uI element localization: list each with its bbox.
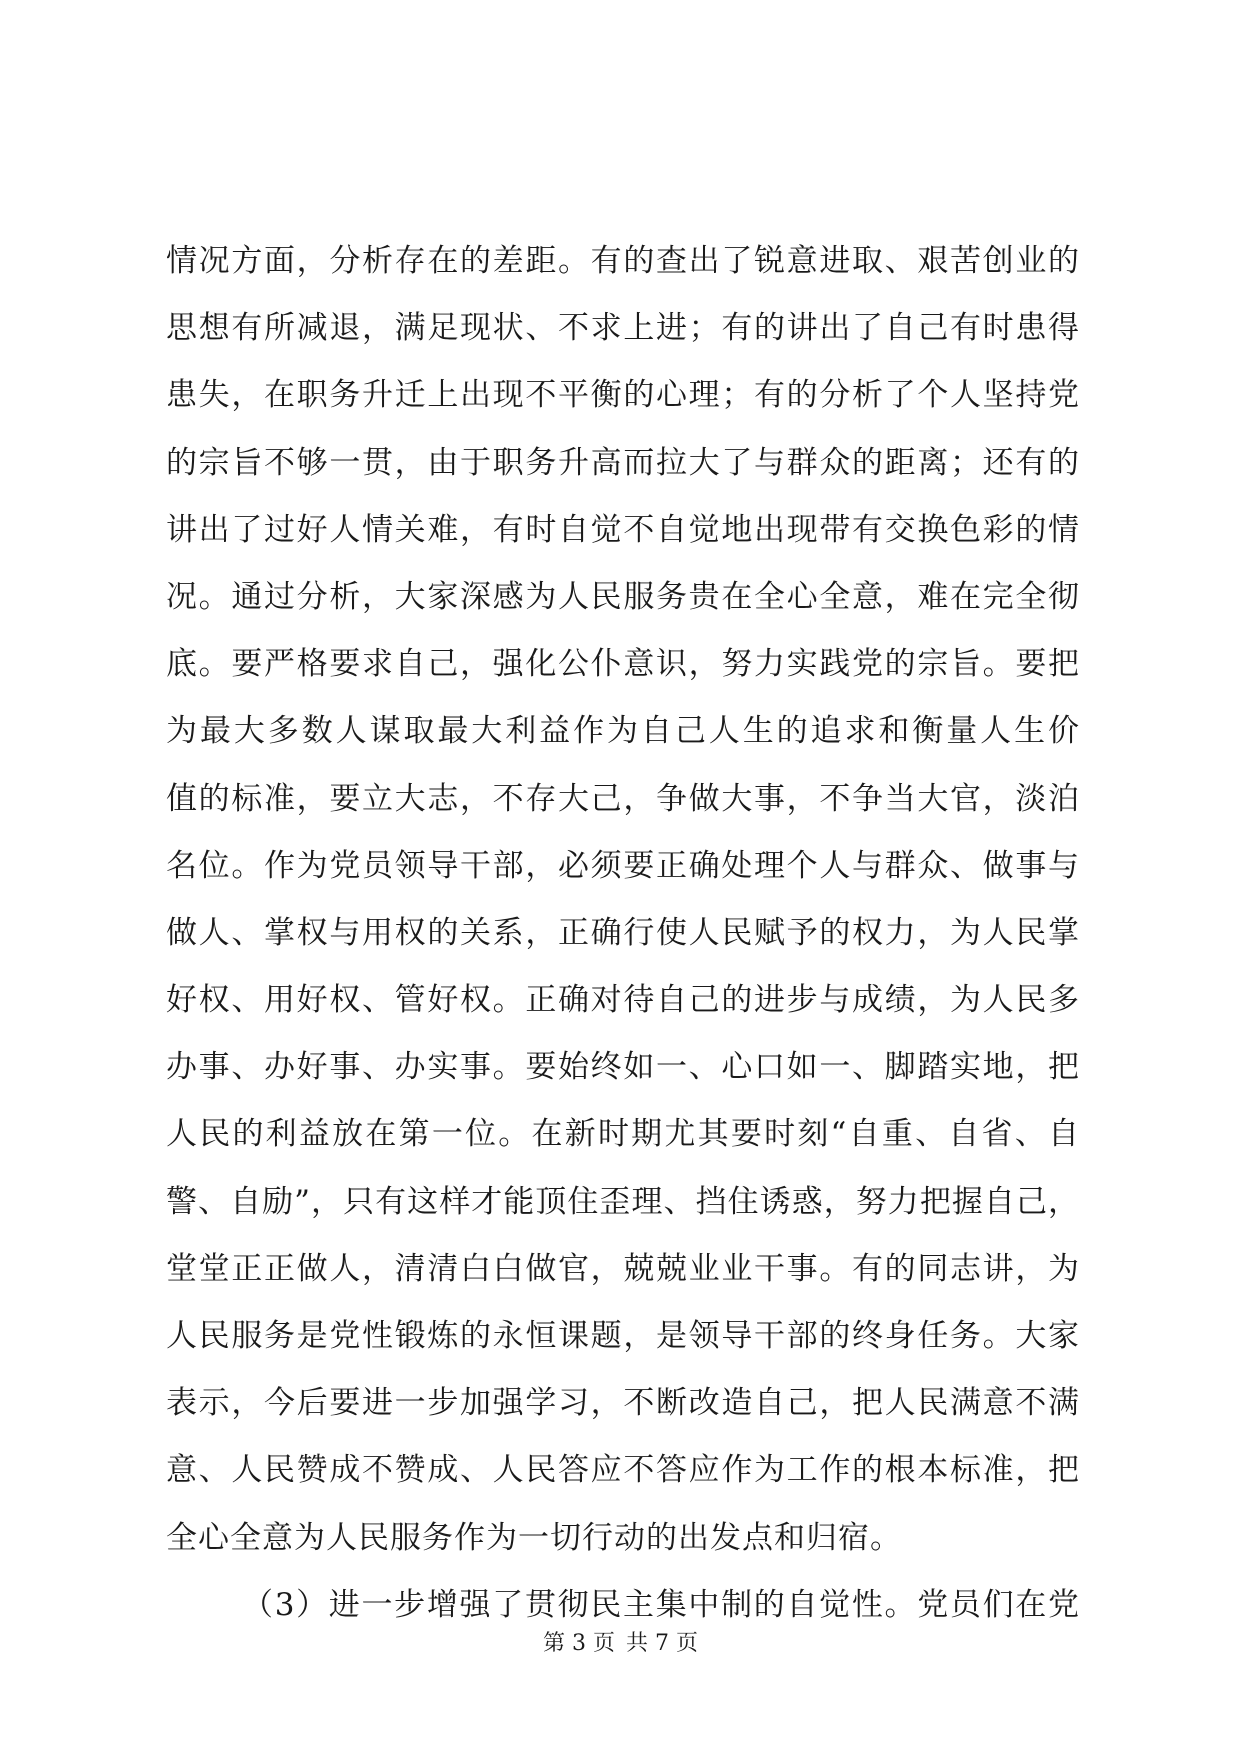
body-line: 人民服务是党性锻炼的永恒课题，是领导干部的终身任务。大家 bbox=[166, 1318, 1080, 1354]
body-line: 值的标准，要立大志，不存大己，争做大事，不争当大官，淡泊 bbox=[166, 780, 1080, 817]
body-line: 讲出了过好人情关难，有时自觉不自觉地出现带有交换色彩的情 bbox=[166, 511, 1080, 548]
paragraph-last-line: 全心全意为人民服务作为一切行动的出发点和归宿。 bbox=[166, 1519, 902, 1556]
body-line: 的宗旨不够一贯，由于职务升高而拉大了与群众的距离；还有的 bbox=[166, 444, 1080, 481]
page-number: 第 3 页 bbox=[543, 1631, 615, 1656]
page-footer bbox=[0, 1626, 1241, 1657]
body-line: 表示，今后要进一步加强学习，不断改造自己，把人民满意不满 bbox=[166, 1385, 1080, 1422]
body-line: 思想有所减退，满足现状、不求上进；有的讲出了自己有时患得 bbox=[166, 310, 1080, 347]
body-line: 底。要严格要求自己，强化公仆意识，努力实践党的宗旨。要把 bbox=[166, 646, 1080, 683]
body-line: 为最大多数人谋取最大利益作为自己人生的追求和衡量人生价 bbox=[166, 713, 1080, 750]
document-body bbox=[166, 228, 1080, 1639]
body-line: 好权、用好权、管好权。正确对待自己的进步与成绩，为人民多 bbox=[166, 982, 1080, 1019]
body-line: 警、自励”，只有这样才能顶住歪理、挡住诱惑，努力把握自己， bbox=[166, 1183, 1080, 1220]
body-line: 情况方面，分析存在的差距。有的查出了锐意进取、艰苦创业的 bbox=[166, 243, 1080, 279]
body-line: 名位。作为党员领导干部，必须要正确处理个人与群众、做事与 bbox=[166, 847, 1080, 884]
page-total: 共 7 页 bbox=[626, 1631, 698, 1656]
body-line: 人民的利益放在第一位。在新时期尤其要时刻“自重、自省、自 bbox=[166, 1116, 1080, 1153]
body-line: 堂堂正正做人，清清白白做官，兢兢业业干事。有的同志讲，为 bbox=[166, 1250, 1080, 1287]
body-line: 意、人民赞成不赞成、人民答应不答应作为工作的根本标准，把 bbox=[166, 1452, 1080, 1489]
body-line: 患失，在职务升迁上出现不平衡的心理；有的分析了个人坚持党 bbox=[166, 377, 1080, 414]
body-line: 办事、办好事、办实事。要始终如一、心口如一、脚踏实地，把 bbox=[166, 1049, 1080, 1086]
body-line: 做人、掌权与用权的关系，正确行使人民赋予的权力，为人民掌 bbox=[166, 914, 1080, 951]
body-line: 况。通过分析，大家深感为人民服务贵在全心全意，难在完全彻 bbox=[166, 578, 1080, 615]
next-paragraph-first-line: （3）进一步增强了贯彻民主集中制的自觉性。党员们在党 bbox=[242, 1586, 1080, 1623]
